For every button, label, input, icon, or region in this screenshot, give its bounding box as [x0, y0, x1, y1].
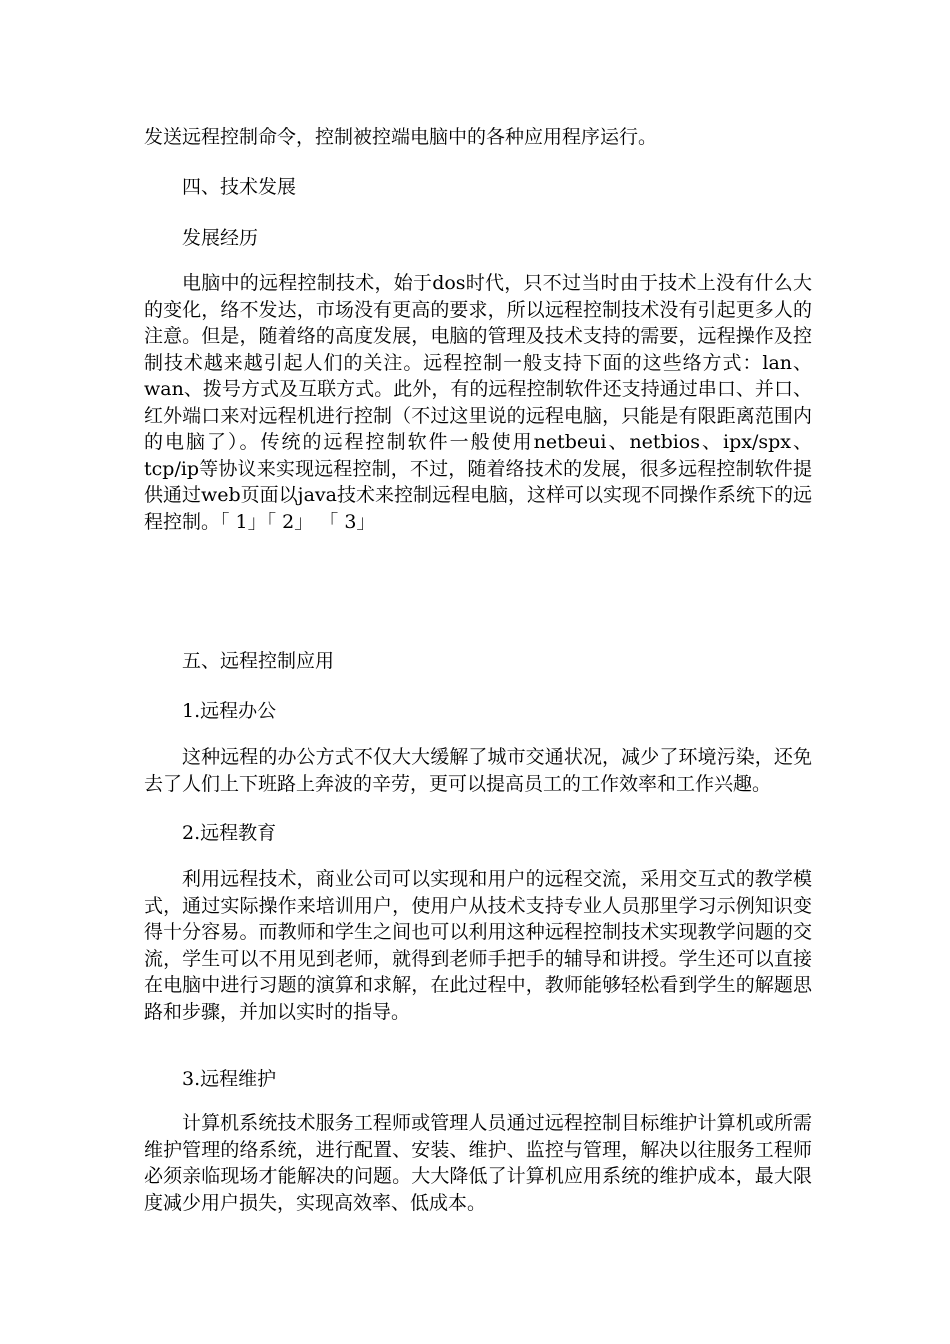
item-1-title: 1.远程办公 [182, 700, 277, 722]
item-2-title: 2.远程教育 [182, 822, 277, 844]
item-3-paragraph: 计算机系统技术服务工程师或管理人员通过远程控制目标维护计算机或所需维护管理的络系统，进行配置、安装、维护、监控与管理，解决以往服务工程师必须亲临现场才能解决的问题。大大降低了计算机应用系统的维护成本，最大限度减少用户损失，实现高效率、低成本。 [144, 1112, 812, 1214]
item-1-paragraph: 这种远程的办公方式不仅大大缓解了城市交通状况，减少了环境污染，还免去了人们上下班路上奔波的辛劳，更可以提高员工的工作效率和工作兴趣。 [144, 746, 812, 795]
section-4-heading: 四、技术发展 [182, 176, 297, 198]
section-4-subheading: 发展经历 [182, 227, 259, 249]
item-3-title: 3.远程维护 [182, 1068, 277, 1090]
section-5-heading: 五、远程控制应用 [182, 650, 335, 672]
continued-line: 发送远程控制命令，控制被控端电脑中的各种应用程序运行。 [144, 126, 658, 148]
item-2-paragraph: 利用远程技术，商业公司可以实现和用户的远程交流，采用交互式的教学模式，通过实际操作来培训用户，使用户从技术支持专业人员那里学习示例知识变得十分容易。而教师和学生之间也可以利用这种远程控制技术实现教学问题的交流，学生可以不用见到老师，就得到老师手把手的辅导和讲授。学生还可以直接在电脑中进行习题的演算和求解，在此过程中，教师能够轻松看到学生的解题思路和步骤，并加以实时的指导。 [144, 868, 812, 1023]
section-4-paragraph: 电脑中的远程控制技术，始于dos时代，只不过当时由于技术上没有什么大的变化，络不发达，市场没有更高的要求，所以远程控制技术没有引起更多人的注意。但是，随着络的高度发展，电脑的管理及技术支持的需要，远程操作及控制技术越来越引起人们的关注。远程控制一般支持下面的这些络方式：lan、wan、拨号方式及互联方式。此外，有的远程控制软件还支持通过串口、并口、红外端口来对远程机进行控制（不过这里说的远程电脑，只能是有限距离范围内的电脑了）。传统的远程控制软件一般使用netbeui、netbios、ipx/spx、tcp/ip等协议来实现远程控制，不过，随着络技术的发展，很多远程控制软件提供通过web页面以java技术来控制远程电脑，这样可以实现不同操作系统下的远程控制。「 1」「 2」 「 3」 [144, 272, 812, 533]
